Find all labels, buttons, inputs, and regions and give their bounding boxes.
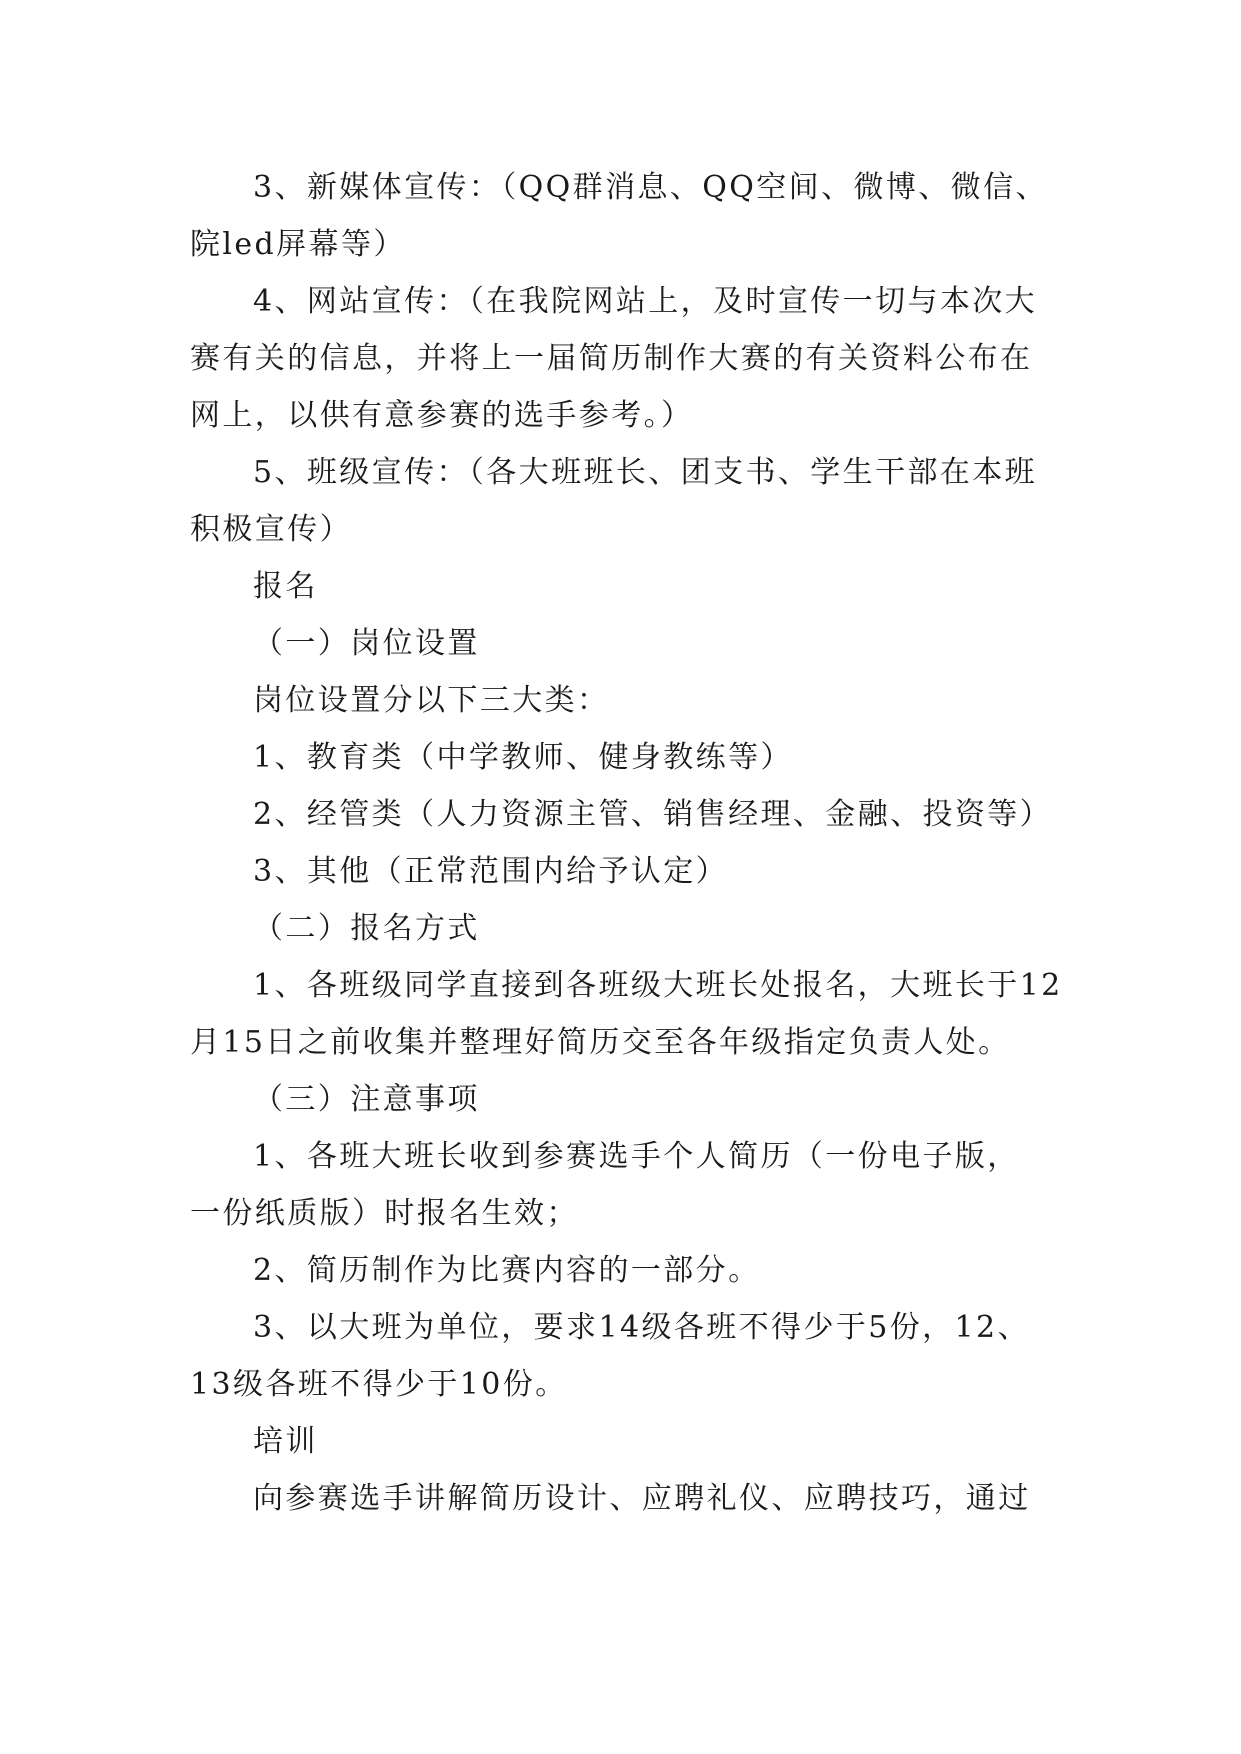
subsection-heading: （一）岗位设置 (253, 626, 480, 661)
paragraph-line: 5、班级宣传：（各大班班长、团支书、学生干部在本班 (253, 455, 1038, 490)
paragraph-line: 积极宣传） (190, 512, 352, 547)
list-item: 3、其他（正常范围内给予认定） (253, 854, 729, 889)
paragraph-line: 13级各班不得少于10份。 (190, 1367, 568, 1402)
paragraph-line: 3、以大班为单位，要求14级各班不得少于5份，12、 (253, 1310, 1030, 1345)
list-item: 2、经管类（人力资源主管、销售经理、金融、投资等） (253, 797, 1053, 832)
paragraph-line: 3、新媒体宣传：（QQ群消息、QQ空间、微博、微信、 (253, 170, 1048, 205)
subsection-heading: （二）报名方式 (253, 911, 480, 946)
paragraph-line: 1、各班级同学直接到各班级大班长处报名，大班长于12 (253, 968, 1063, 1003)
paragraph-line: 月15日之前收集并整理好简历交至各年级指定负责人处。 (190, 1025, 1011, 1060)
paragraph-line: 一份纸质版）时报名生效； (190, 1196, 579, 1231)
paragraph-line: 赛有关的信息，并将上一届简历制作大赛的有关资料公布在 (190, 341, 1033, 376)
paragraph-line: 网上，以供有意参赛的选手参考。） (190, 398, 694, 433)
section-heading: 报名 (253, 569, 318, 604)
paragraph-line: 岗位设置分以下三大类： (253, 683, 610, 718)
section-heading: 培训 (253, 1424, 318, 1459)
paragraph-line: 向参赛选手讲解简历设计、应聘礼仪、应聘技巧，通过 (253, 1481, 1031, 1516)
paragraph-line: 院led屏幕等） (190, 227, 406, 262)
list-item: 1、教育类（中学教师、健身教练等） (253, 740, 793, 775)
paragraph-line: 2、简历制作为比赛内容的一部分。 (253, 1253, 761, 1288)
paragraph-line: 4、网站宣传：（在我院网站上，及时宣传一切与本次大 (253, 284, 1038, 319)
paragraph-line: 1、各班大班长收到参赛选手个人简历（一份电子版， (253, 1139, 1020, 1174)
subsection-heading: （三）注意事项 (253, 1082, 480, 1117)
